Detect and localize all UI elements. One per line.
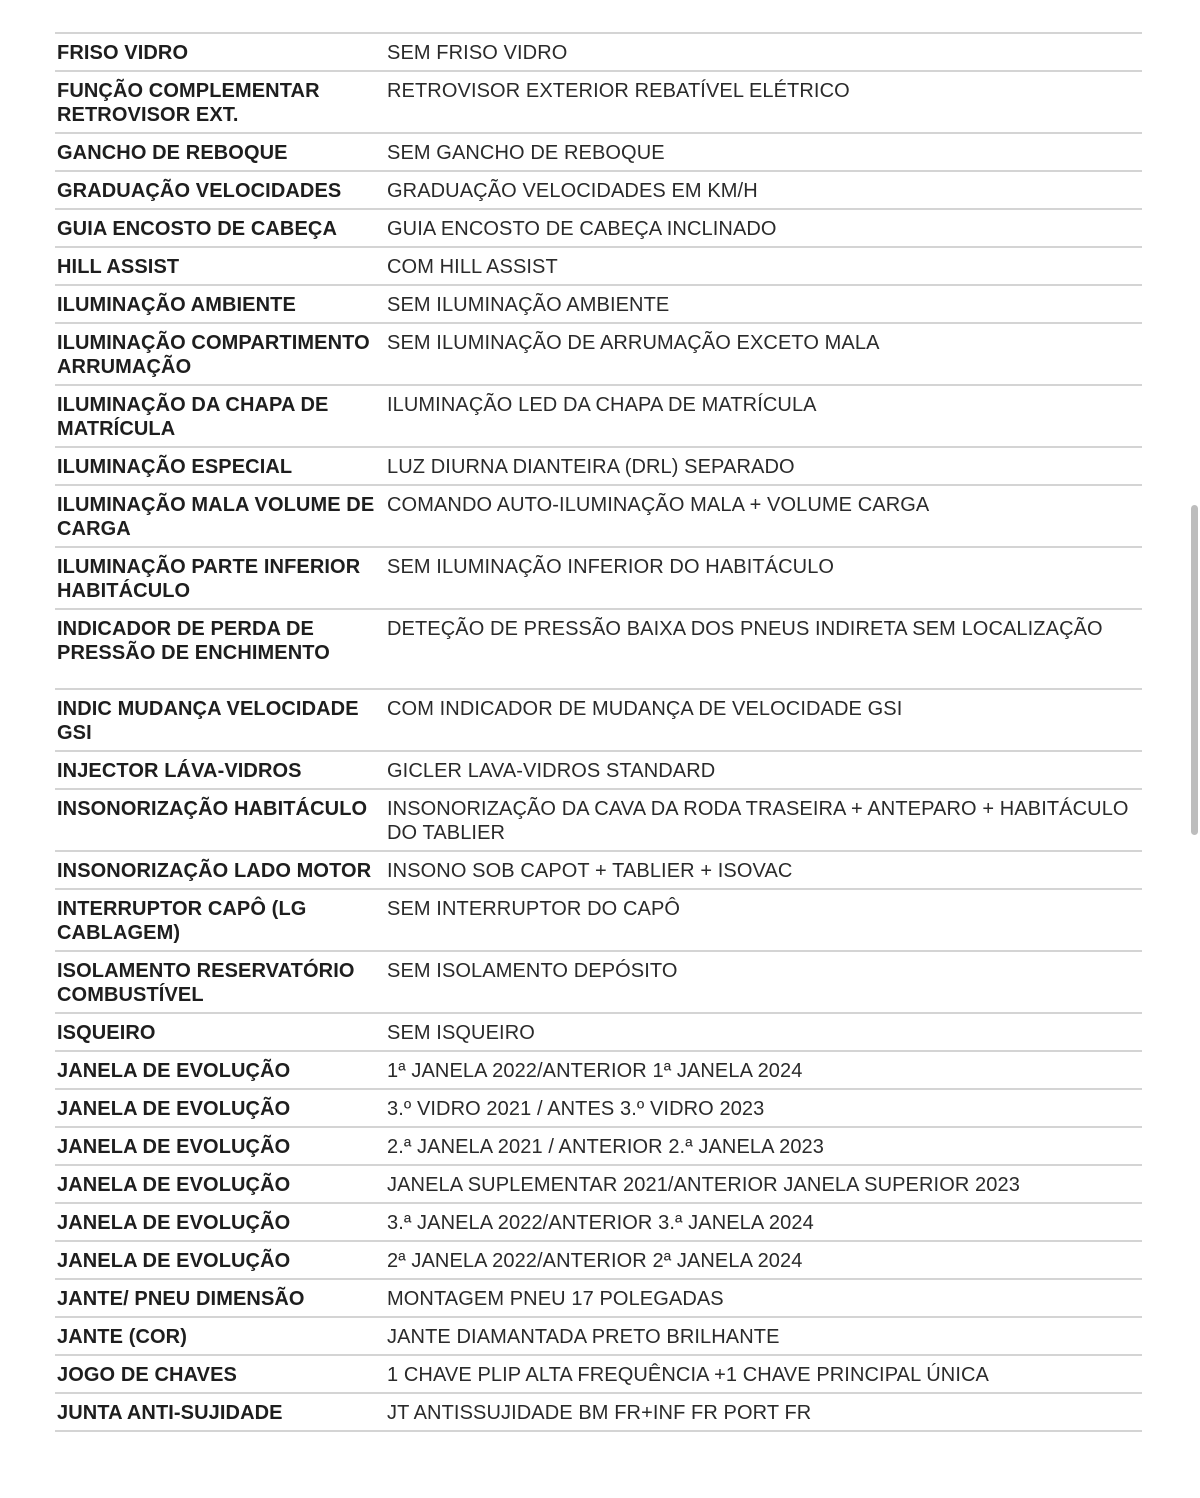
table-row [55,134,1142,172]
spec-key: FRISO VIDRO [57,42,189,64]
spec-value: JT ANTISSUJIDADE BM FR+INF FR PORT FR [387,1402,812,1424]
spec-value: SEM ILUMINAÇÃO INFERIOR DO HABITÁCULO [387,556,835,578]
spec-value: INSONORIZAÇÃO DA CAVA DA RODA TRASEIRA + ANTEPARO + HABITÁCULO DO TABLIER [387,798,1129,844]
spec-key: JANELA DE EVOLUÇÃO [57,1098,291,1120]
spec-key: GRADUAÇÃO VELOCIDADES [57,180,342,202]
spec-key: FUNÇÃO COMPLEMENTAR RETROVISOR EXT. [57,80,320,126]
top-bar [0,0,1200,24]
spec-key: INJECTOR LÁVA-VIDROS [57,760,302,782]
spec-value: SEM ILUMINAÇÃO DE ARRUMAÇÃO EXCETO MALA [387,332,880,354]
spec-value: SEM ISOLAMENTO DEPÓSITO [387,960,678,982]
spec-key: JOGO DE CHAVES [57,1364,237,1386]
table-row [55,1128,1142,1166]
spec-value: SEM ISQUEIRO [387,1022,535,1044]
spec-value: COMANDO AUTO-ILUMINAÇÃO MALA + VOLUME CARGA [387,494,930,516]
table-row [55,486,1142,548]
spec-value: COM HILL ASSIST [387,256,558,278]
table-row [55,1318,1142,1356]
table-row [55,548,1142,610]
spec-value: SEM FRISO VIDRO [387,42,568,64]
table-row [55,790,1142,852]
spec-key: JANELA DE EVOLUÇÃO [57,1250,291,1272]
spec-value: JANELA SUPLEMENTAR 2021/ANTERIOR JANELA SUPERIOR 2023 [387,1174,1020,1196]
spec-value: 1 CHAVE PLIP ALTA FREQUÊNCIA +1 CHAVE PRINCIPAL ÚNICA [387,1364,989,1386]
spec-value: GUIA ENCOSTO DE CABEÇA INCLINADO [387,218,777,240]
spec-key: ILUMINAÇÃO DA CHAPA DE MATRÍCULA [57,394,329,440]
table-row [55,890,1142,952]
spec-value: RETROVISOR EXTERIOR REBATÍVEL ELÉTRICO [387,80,850,102]
scrollbar-thumb[interactable] [1191,505,1198,835]
spec-key: ILUMINAÇÃO AMBIENTE [57,294,296,316]
spec-key: GUIA ENCOSTO DE CABEÇA [57,218,338,240]
spec-key: ILUMINAÇÃO COMPARTIMENTO ARRUMAÇÃO [57,332,370,378]
spec-value: ILUMINAÇÃO LED DA CHAPA DE MATRÍCULA [387,394,817,416]
table-row [55,448,1142,486]
table-row [55,386,1142,448]
spec-value: GICLER LAVA-VIDROS STANDARD [387,760,716,782]
table-row [55,1052,1142,1090]
spec-value: DETEÇÃO DE PRESSÃO BAIXA DOS PNEUS INDIRETA SEM LOCALIZAÇÃO [387,618,1103,640]
spec-value: LUZ DIURNA DIANTEIRA (DRL) SEPARADO [387,456,795,478]
table-row [55,610,1142,690]
table-row [55,690,1142,752]
spec-key: INSONORIZAÇÃO LADO MOTOR [57,860,372,882]
spec-value: SEM INTERRUPTOR DO CAPÔ [387,898,681,920]
spec-key: JUNTA ANTI-SUJIDADE [57,1402,283,1424]
spec-value: 2.ª JANELA 2021 / ANTERIOR 2.ª JANELA 2023 [387,1136,825,1158]
spec-key: JANELA DE EVOLUÇÃO [57,1060,291,1082]
spec-key: ILUMINAÇÃO ESPECIAL [57,456,293,478]
spec-key: JANELA DE EVOLUÇÃO [57,1212,291,1234]
table-row [55,72,1142,134]
table-row [55,752,1142,790]
spec-key: INTERRUPTOR CAPÔ (LG CABLAGEM) [57,898,307,944]
spec-key: ISQUEIRO [57,1022,156,1044]
spec-value: SEM GANCHO DE REBOQUE [387,142,665,164]
table-row [55,172,1142,210]
spec-key: JANELA DE EVOLUÇÃO [57,1136,291,1158]
table-row [55,248,1142,286]
spec-value: COM INDICADOR DE MUDANÇA DE VELOCIDADE GSI [387,698,903,720]
spec-key: ISOLAMENTO RESERVATÓRIO COMBUSTÍVEL [57,960,355,1006]
spec-list [55,32,1142,1432]
spec-value: 2ª JANELA 2022/ANTERIOR 2ª JANELA 2024 [387,1250,803,1272]
spec-key: INDIC MUDANÇA VELOCIDADE GSI [57,698,359,744]
spec-value: MONTAGEM PNEU 17 POLEGADAS [387,1288,724,1310]
spec-key: HILL ASSIST [57,256,180,278]
table-row [55,324,1142,386]
table-row [55,1090,1142,1128]
spec-key: INDICADOR DE PERDA DE PRESSÃO DE ENCHIMENTO [57,618,330,664]
table-row [55,852,1142,890]
table-row [55,1356,1142,1394]
spec-key: JANELA DE EVOLUÇÃO [57,1174,291,1196]
spec-value: JANTE DIAMANTADA PRETO BRILHANTE [387,1326,780,1348]
spec-value: 1ª JANELA 2022/ANTERIOR 1ª JANELA 2024 [387,1060,803,1082]
table-row [55,1394,1142,1432]
spec-key: JANTE/ PNEU DIMENSÃO [57,1288,305,1310]
table-row [55,1280,1142,1318]
table-row [55,210,1142,248]
table-row [55,34,1142,72]
table-row [55,1242,1142,1280]
spec-value: SEM ILUMINAÇÃO AMBIENTE [387,294,670,316]
table-row [55,1204,1142,1242]
spec-value: GRADUAÇÃO VELOCIDADES EM KM/H [387,180,758,202]
table-row [55,1014,1142,1052]
spec-key: ILUMINAÇÃO MALA VOLUME DE CARGA [57,494,375,540]
table-row [55,286,1142,324]
table-row [55,952,1142,1014]
table-row [55,1166,1142,1204]
spec-key: JANTE (COR) [57,1326,187,1348]
spec-key: GANCHO DE REBOQUE [57,142,288,164]
spec-value: INSONO SOB CAPOT + TABLIER + ISOVAC [387,860,793,882]
spec-value: 3.ª JANELA 2022/ANTERIOR 3.ª JANELA 2024 [387,1212,814,1234]
spec-key: INSONORIZAÇÃO HABITÁCULO [57,798,368,820]
spec-key: ILUMINAÇÃO PARTE INFERIOR HABITÁCULO [57,556,361,602]
spec-value: 3.º VIDRO 2021 / ANTES 3.º VIDRO 2023 [387,1098,765,1120]
